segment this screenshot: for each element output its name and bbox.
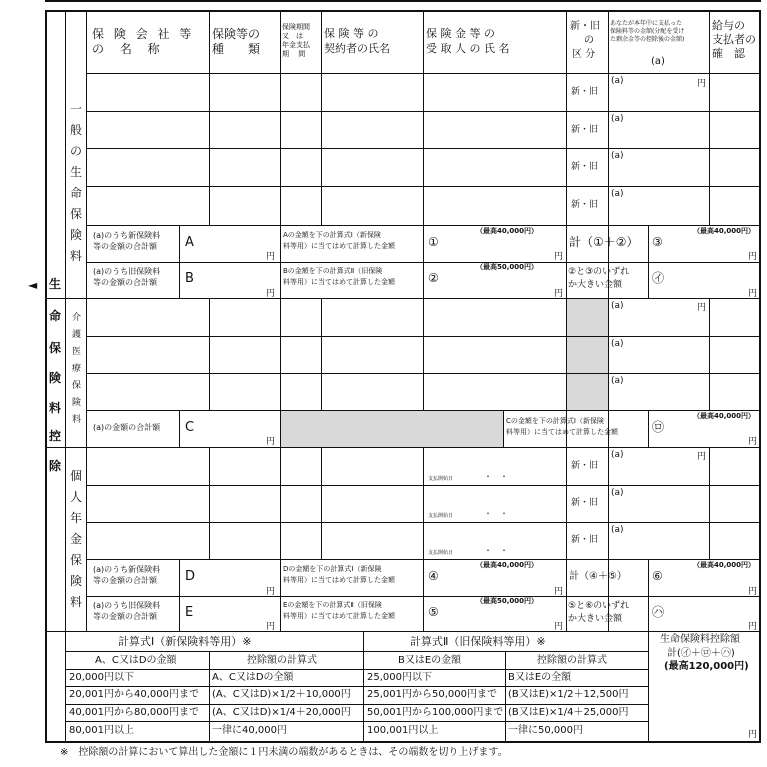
- arrow-icon: ◄: [28, 278, 38, 292]
- form-frame: [45, 10, 761, 743]
- footnote: ※ 控除額の計算において算出した金額に１円未満の端数があるときは、その端数を切り上げます。: [60, 747, 508, 758]
